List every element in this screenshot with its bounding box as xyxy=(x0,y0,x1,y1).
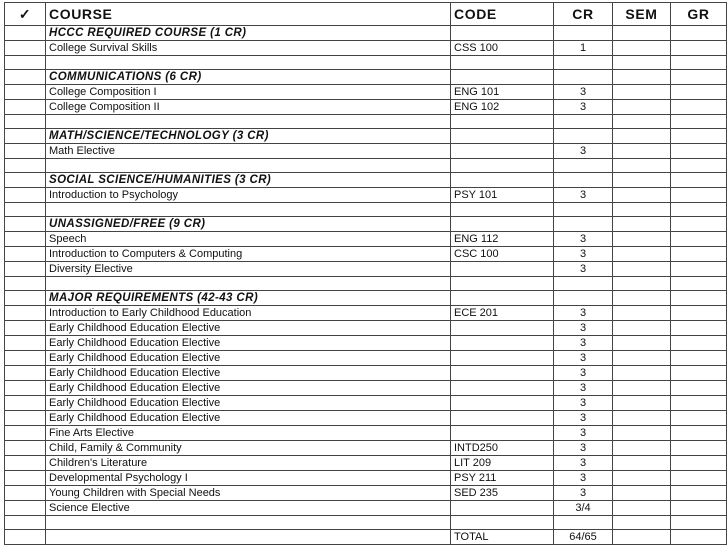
cr-cell: 3 xyxy=(554,262,613,277)
table-row xyxy=(5,471,727,486)
code-cell xyxy=(451,217,554,232)
code-cell xyxy=(451,129,554,144)
code-cell: PSY 101 xyxy=(451,188,554,203)
cr-cell: 3 xyxy=(554,351,613,366)
course-cell: College Composition I xyxy=(46,85,451,100)
table-row xyxy=(5,336,727,351)
sem-cell xyxy=(613,159,671,173)
sem-header: SEM xyxy=(613,3,671,26)
sem-cell xyxy=(613,41,671,56)
table-row xyxy=(5,411,727,426)
spacer-row xyxy=(5,277,727,291)
code-cell xyxy=(451,426,554,441)
gr-cell xyxy=(671,426,727,441)
sem-cell xyxy=(613,247,671,262)
sem-cell xyxy=(613,501,671,516)
code-cell xyxy=(451,262,554,277)
code-cell xyxy=(451,501,554,516)
check-cell xyxy=(5,456,46,471)
code-cell: TOTAL xyxy=(451,530,554,545)
course-cell xyxy=(46,159,451,173)
code-cell: INTD250 xyxy=(451,441,554,456)
cr-cell: 3 xyxy=(554,232,613,247)
check-cell xyxy=(5,247,46,262)
cr-cell: 3 xyxy=(554,396,613,411)
check-cell xyxy=(5,441,46,456)
table-row xyxy=(5,188,727,203)
course-cell: SOCIAL SCIENCE/HUMANITIES (3 CR) xyxy=(46,173,451,188)
course-cell: MATH/SCIENCE/TECHNOLOGY (3 CR) xyxy=(46,129,451,144)
table-row xyxy=(5,381,727,396)
gr-cell xyxy=(671,441,727,456)
cr-cell xyxy=(554,70,613,85)
course-header: COURSE xyxy=(46,3,451,26)
code-cell xyxy=(451,115,554,129)
check-cell xyxy=(5,56,46,70)
checkmark-icon: ✓ xyxy=(5,3,46,26)
cr-cell: 3 xyxy=(554,471,613,486)
table-row xyxy=(5,426,727,441)
cr-header: CR xyxy=(554,3,613,26)
course-cell: Young Children with Special Needs xyxy=(46,486,451,501)
spacer-row xyxy=(5,56,727,70)
sem-cell xyxy=(613,217,671,232)
gr-cell xyxy=(671,366,727,381)
sem-cell xyxy=(613,26,671,41)
spacer-row xyxy=(5,115,727,129)
cr-cell xyxy=(554,115,613,129)
sem-cell xyxy=(613,277,671,291)
check-cell xyxy=(5,336,46,351)
table-row xyxy=(5,396,727,411)
code-cell xyxy=(451,366,554,381)
gr-cell xyxy=(671,456,727,471)
sem-cell xyxy=(613,411,671,426)
total-row xyxy=(5,530,727,545)
code-cell: LIT 209 xyxy=(451,456,554,471)
code-cell: CSS 100 xyxy=(451,41,554,56)
gr-cell xyxy=(671,381,727,396)
course-cell: Science Elective xyxy=(46,501,451,516)
code-cell xyxy=(451,203,554,217)
code-cell xyxy=(451,144,554,159)
check-cell xyxy=(5,411,46,426)
course-cell: Early Childhood Education Elective xyxy=(46,351,451,366)
section-header-row xyxy=(5,26,727,41)
check-cell xyxy=(5,173,46,188)
gr-cell xyxy=(671,26,727,41)
gr-cell xyxy=(671,516,727,530)
code-cell xyxy=(451,56,554,70)
code-cell xyxy=(451,351,554,366)
course-cell xyxy=(46,115,451,129)
check-cell xyxy=(5,486,46,501)
cr-cell: 3 xyxy=(554,100,613,115)
gr-cell xyxy=(671,471,727,486)
code-cell: ENG 102 xyxy=(451,100,554,115)
sem-cell xyxy=(613,456,671,471)
check-cell xyxy=(5,129,46,144)
cr-cell: 1 xyxy=(554,41,613,56)
code-cell: PSY 211 xyxy=(451,471,554,486)
check-cell xyxy=(5,262,46,277)
cr-cell: 3 xyxy=(554,247,613,262)
code-cell xyxy=(451,381,554,396)
code-cell xyxy=(451,516,554,530)
check-cell xyxy=(5,501,46,516)
table-row xyxy=(5,351,727,366)
table-row xyxy=(5,321,727,336)
table-row xyxy=(5,41,727,56)
check-cell xyxy=(5,232,46,247)
check-cell xyxy=(5,471,46,486)
cr-cell: 3 xyxy=(554,486,613,501)
section-header-row xyxy=(5,129,727,144)
cr-cell: 3 xyxy=(554,426,613,441)
gr-cell xyxy=(671,159,727,173)
cr-cell: 3/4 xyxy=(554,501,613,516)
course-cell: Children's Literature xyxy=(46,456,451,471)
sem-cell xyxy=(613,321,671,336)
course-cell xyxy=(46,56,451,70)
course-checklist-table xyxy=(4,2,727,545)
sem-cell xyxy=(613,70,671,85)
course-cell xyxy=(46,203,451,217)
check-cell xyxy=(5,277,46,291)
sem-cell xyxy=(613,426,671,441)
code-cell xyxy=(451,396,554,411)
check-cell xyxy=(5,203,46,217)
table-row xyxy=(5,456,727,471)
code-cell xyxy=(451,291,554,306)
sem-cell xyxy=(613,262,671,277)
gr-cell xyxy=(671,85,727,100)
gr-cell xyxy=(671,247,727,262)
cr-cell xyxy=(554,217,613,232)
course-cell: Diversity Elective xyxy=(46,262,451,277)
check-cell xyxy=(5,381,46,396)
course-cell: Introduction to Early Childhood Education xyxy=(46,306,451,321)
code-cell: ENG 101 xyxy=(451,85,554,100)
sem-cell xyxy=(613,56,671,70)
gr-cell xyxy=(671,115,727,129)
section-header-row xyxy=(5,217,727,232)
cr-cell xyxy=(554,26,613,41)
sem-cell xyxy=(613,486,671,501)
sem-cell xyxy=(613,232,671,247)
table-row xyxy=(5,85,727,100)
gr-cell xyxy=(671,41,727,56)
sem-cell xyxy=(613,336,671,351)
gr-cell xyxy=(671,336,727,351)
sem-cell xyxy=(613,530,671,545)
course-cell: UNASSIGNED/FREE (9 CR) xyxy=(46,217,451,232)
code-header: CODE xyxy=(451,3,554,26)
sem-cell xyxy=(613,129,671,144)
code-cell xyxy=(451,321,554,336)
table-row xyxy=(5,306,727,321)
sem-cell xyxy=(613,516,671,530)
gr-cell xyxy=(671,129,727,144)
gr-cell xyxy=(671,173,727,188)
gr-cell xyxy=(671,277,727,291)
cr-cell: 3 xyxy=(554,144,613,159)
table-row xyxy=(5,100,727,115)
code-cell: ENG 112 xyxy=(451,232,554,247)
gr-cell xyxy=(671,530,727,545)
code-cell xyxy=(451,336,554,351)
header-row xyxy=(5,3,727,26)
check-cell xyxy=(5,291,46,306)
sem-cell xyxy=(613,173,671,188)
spacer-row xyxy=(5,516,727,530)
course-cell: College Survival Skills xyxy=(46,41,451,56)
gr-cell xyxy=(671,396,727,411)
check-cell xyxy=(5,115,46,129)
gr-cell xyxy=(671,100,727,115)
course-cell: HCCC REQUIRED COURSE (1 CR) xyxy=(46,26,451,41)
cr-cell: 3 xyxy=(554,381,613,396)
course-cell: Early Childhood Education Elective xyxy=(46,336,451,351)
gr-header: GR xyxy=(671,3,727,26)
check-cell xyxy=(5,217,46,232)
course-cell xyxy=(46,516,451,530)
gr-cell xyxy=(671,262,727,277)
check-cell xyxy=(5,351,46,366)
gr-cell xyxy=(671,203,727,217)
check-cell xyxy=(5,188,46,203)
cr-cell: 3 xyxy=(554,441,613,456)
course-cell: Early Childhood Education Elective xyxy=(46,381,451,396)
sem-cell xyxy=(613,381,671,396)
cr-cell: 64/65 xyxy=(554,530,613,545)
cr-cell: 3 xyxy=(554,188,613,203)
sem-cell xyxy=(613,144,671,159)
cr-cell xyxy=(554,129,613,144)
check-cell xyxy=(5,426,46,441)
course-cell: Early Childhood Education Elective xyxy=(46,396,451,411)
table-row xyxy=(5,232,727,247)
sem-cell xyxy=(613,100,671,115)
cr-cell xyxy=(554,291,613,306)
check-cell xyxy=(5,159,46,173)
gr-cell xyxy=(671,501,727,516)
gr-cell xyxy=(671,188,727,203)
spacer-row xyxy=(5,203,727,217)
gr-cell xyxy=(671,232,727,247)
sem-cell xyxy=(613,115,671,129)
cr-cell: 3 xyxy=(554,85,613,100)
code-cell xyxy=(451,26,554,41)
code-cell: CSC 100 xyxy=(451,247,554,262)
table-row xyxy=(5,486,727,501)
course-cell: Early Childhood Education Elective xyxy=(46,321,451,336)
gr-cell xyxy=(671,56,727,70)
table-row xyxy=(5,366,727,381)
course-cell: Early Childhood Education Elective xyxy=(46,411,451,426)
check-cell xyxy=(5,321,46,336)
cr-cell xyxy=(554,516,613,530)
check-cell xyxy=(5,26,46,41)
check-cell xyxy=(5,41,46,56)
table-row xyxy=(5,501,727,516)
code-cell xyxy=(451,159,554,173)
section-header-row xyxy=(5,173,727,188)
gr-cell xyxy=(671,411,727,426)
cr-cell xyxy=(554,56,613,70)
course-cell: Early Childhood Education Elective xyxy=(46,366,451,381)
sem-cell xyxy=(613,291,671,306)
check-cell xyxy=(5,70,46,85)
course-cell: Child, Family & Community xyxy=(46,441,451,456)
course-cell xyxy=(46,277,451,291)
course-cell: College Composition II xyxy=(46,100,451,115)
table-row xyxy=(5,144,727,159)
cr-cell xyxy=(554,173,613,188)
sem-cell xyxy=(613,441,671,456)
course-cell xyxy=(46,530,451,545)
cr-cell: 3 xyxy=(554,411,613,426)
cr-cell xyxy=(554,277,613,291)
check-cell xyxy=(5,366,46,381)
course-cell: Fine Arts Elective xyxy=(46,426,451,441)
gr-cell xyxy=(671,291,727,306)
gr-cell xyxy=(671,306,727,321)
gr-cell xyxy=(671,486,727,501)
gr-cell xyxy=(671,351,727,366)
code-cell: SED 235 xyxy=(451,486,554,501)
check-cell xyxy=(5,85,46,100)
cr-cell: 3 xyxy=(554,336,613,351)
check-cell xyxy=(5,516,46,530)
cr-cell: 3 xyxy=(554,366,613,381)
code-cell xyxy=(451,70,554,85)
sem-cell xyxy=(613,203,671,217)
cr-cell: 3 xyxy=(554,321,613,336)
gr-cell xyxy=(671,321,727,336)
course-cell: COMMUNICATIONS (6 CR) xyxy=(46,70,451,85)
section-header-row xyxy=(5,70,727,85)
course-cell: Math Elective xyxy=(46,144,451,159)
check-cell xyxy=(5,306,46,321)
code-cell: ECE 201 xyxy=(451,306,554,321)
check-cell xyxy=(5,100,46,115)
sem-cell xyxy=(613,351,671,366)
sem-cell xyxy=(613,85,671,100)
course-cell: Developmental Psychology I xyxy=(46,471,451,486)
sem-cell xyxy=(613,396,671,411)
check-cell xyxy=(5,144,46,159)
sem-cell xyxy=(613,366,671,381)
course-cell: Introduction to Computers & Computing xyxy=(46,247,451,262)
gr-cell xyxy=(671,217,727,232)
cr-cell xyxy=(554,203,613,217)
course-cell: Introduction to Psychology xyxy=(46,188,451,203)
cr-cell: 3 xyxy=(554,456,613,471)
spacer-row xyxy=(5,159,727,173)
gr-cell xyxy=(671,70,727,85)
table-row xyxy=(5,247,727,262)
check-cell xyxy=(5,396,46,411)
cr-cell: 3 xyxy=(554,306,613,321)
gr-cell xyxy=(671,144,727,159)
sem-cell xyxy=(613,471,671,486)
cr-cell xyxy=(554,159,613,173)
code-cell xyxy=(451,173,554,188)
table-row xyxy=(5,441,727,456)
course-cell: Speech xyxy=(46,232,451,247)
sem-cell xyxy=(613,188,671,203)
table-row xyxy=(5,262,727,277)
code-cell xyxy=(451,277,554,291)
code-cell xyxy=(451,411,554,426)
section-header-row xyxy=(5,291,727,306)
table-body xyxy=(5,26,727,545)
check-cell xyxy=(5,530,46,545)
sem-cell xyxy=(613,306,671,321)
course-cell: MAJOR REQUIREMENTS (42-43 CR) xyxy=(46,291,451,306)
